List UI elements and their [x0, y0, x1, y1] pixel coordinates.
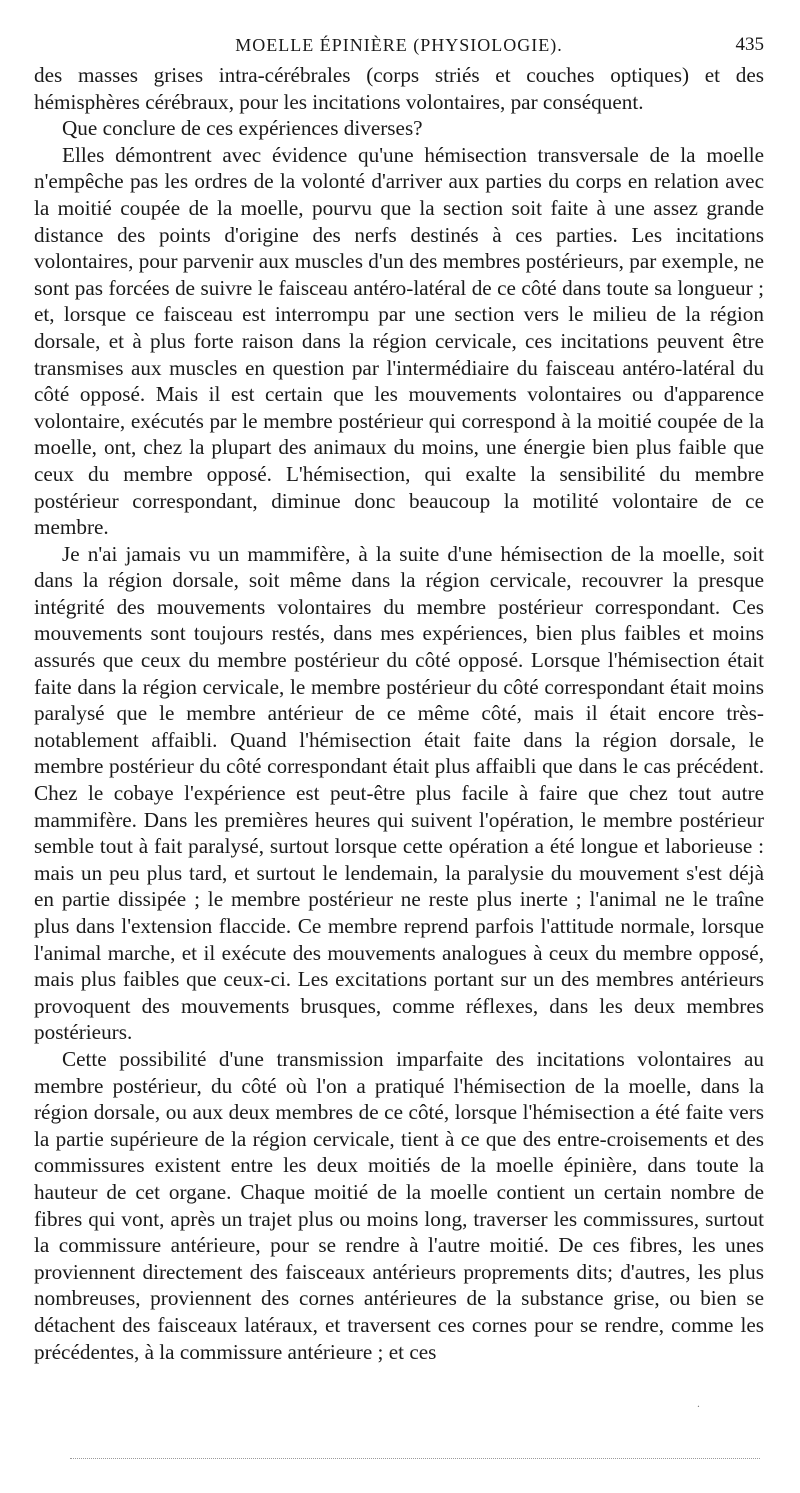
- paragraph-question: Que conclure de ces expériences diverses?: [62, 116, 423, 141]
- page-number: 435: [735, 34, 764, 55]
- running-head: [34, 30, 764, 60]
- footer-rule: [70, 1458, 760, 1459]
- paragraph: Je n'ai jamais vu un mammifère, à la suite d'une hémisection de la moelle, soit dans la région dorsale, soit même dans la région cervicale, recouvrer la presque intégrité des mouvements volontaires du membre postérieur correspondant. Ces mouvements sont toujours restés, dans mes expériences, bien plus faibles et moins assurés que ceux du membre postérieur du côté opposé. Lorsque l'hémisection était faite dans la région cervicale, le membre postérieur du côté correspondant était moins paralysé que le membre antérieur de ce même côté, mais il était encore très-notablement affaibli. Quand l'hémisection était faite dans la région dorsale, le membre postérieur du côté correspondant était plus affaibli que dans le cas précédent. Chez le cobaye l'expérience est peut-être plus facile à faire que chez tout autre mammifère. Dans les premières heures qui suivent l'opération, le membre postérieur semble tout à fait paralysé, surtout lorsque cette opération a été longue et laborieuse : mais un peu plus tard, et surtout le lendemain, la paralysie du mouvement s'est déjà en partie dissipée ; le membre postérieur ne reste plus inerte ; l'animal ne le traîne plus dans l'extension flaccide. Ce membre reprend parfois l'attitude normale, lorsque l'animal marche, et il exécute des mouvements analogues à ceux du membre opposé, mais plus faibles que ceux-ci. Les excitations portant sur un des membres antérieurs provoquent des mouvements brusques, comme réflexes, dans les deux membres postérieurs.: [34, 541, 764, 1045]
- print-speck: ·: [696, 1402, 700, 1413]
- paragraph-continuation: des masses grises intra-cérébrales (corps striés et couches optiques) et des hémisphères cérébraux, pour les incitations volontaires, par conséquent.: [34, 63, 764, 114]
- paragraph: Elles démontrent avec évidence qu'une hémisection transversale de la moelle n'empêche pas les ordres de la volonté d'arriver aux parties du corps en relation avec la moitié coupée de la moelle, pourvu que la section soit faite à une assez grande distance des points d'origine des nerfs destinés à ces parties. Les incitations volontaires, pour parvenir aux muscles d'un des membres postérieurs, par exemple, ne sont pas forcées de suivre le faisceau antéro-latéral de ce côté dans toute sa longueur ; et, lorsque ce faisceau est interrompu par une section vers le milieu de la région dorsale, et à plus forte raison dans la région cervicale, ces incitations peuvent être transmises aux muscles en question par l'intermédiaire du faisceau antéro-latéral du côté opposé. Mais il est certain que les mouvements volontaires ou d'apparence volontaire, exécutés par le membre postérieur qui correspond à la moitié coupée de la moelle, ont, chez la plupart des animaux du moins, une énergie bien plus faible que ceux du membre opposé. L'hémisection, qui exalte la sensibilité du membre postérieur correspondant, diminue donc beaucoup la motilité volontaire de ce membre.: [34, 142, 764, 540]
- body-text: [34, 62, 764, 1365]
- running-title: MOELLE ÉPINIÈRE (PHYSIOLOGIE).: [235, 35, 563, 55]
- paragraph: Cette possibilité d'une transmission imparfaite des incitations volontaires au membre postérieur, du côté où l'on a pratiqué l'hémisection de la moelle, dans la région dorsale, ou aux deux membres de ce côté, lorsque l'hémisection a été faite vers la partie supérieure de la région cervicale, tient à ce que des entre-croisements et des commissures existent entre les deux moitiés de la moelle épinière, dans toute la hauteur de cet organe. Chaque moitié de la moelle contient un certain nombre de fibres qui vont, après un trajet plus ou moins long, traverser les commissures, surtout la commissure antérieure, pour se rendre à l'autre moitié. De ces fibres, les unes proviennent directement des faisceaux antérieurs proprements dits; d'autres, les plus nombreuses, proviennent des cornes antérieures de la substance grise, ou bien se détachent des faisceaux latéraux, et traversent ces cornes pour se rendre, comme les précédentes, à la commissure antérieure ; et ces: [34, 1046, 764, 1364]
